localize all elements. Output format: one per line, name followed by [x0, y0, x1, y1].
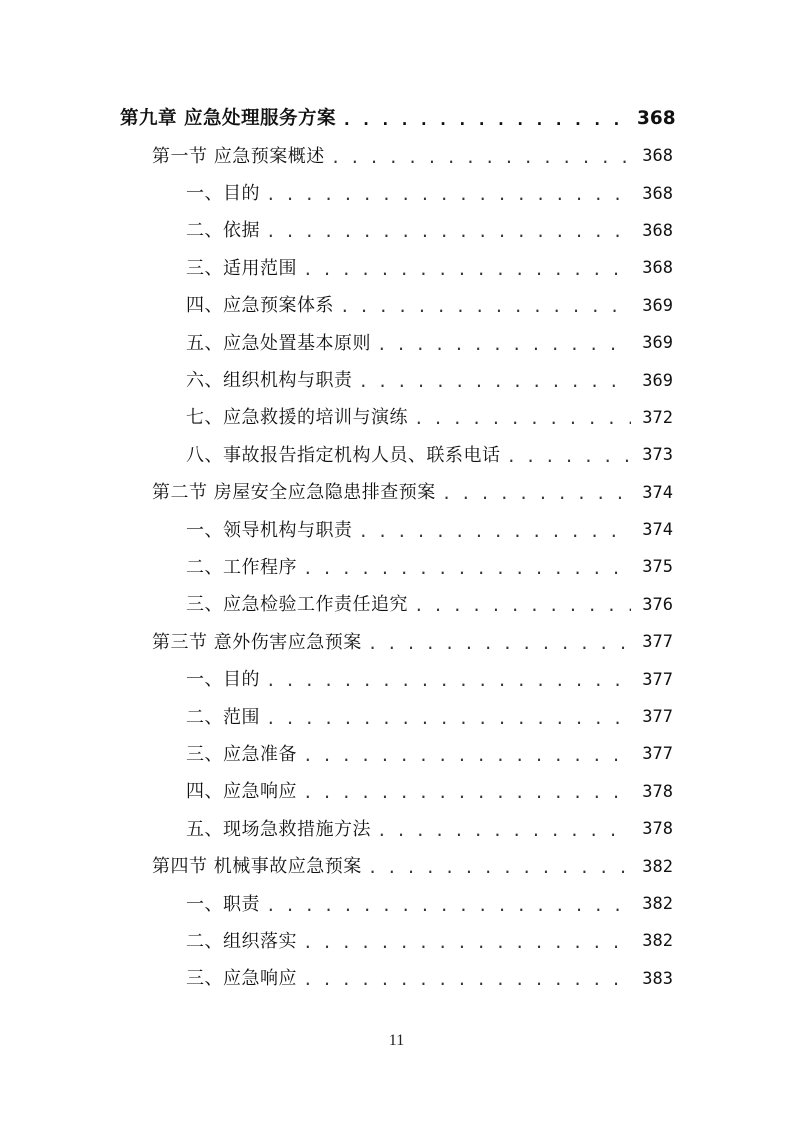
- toc-entry-label: 一、目的: [186, 669, 260, 691]
- toc-dot-leader: [359, 374, 632, 390]
- toc-entry-label: 五、现场急救措施方法: [186, 818, 371, 840]
- toc-dot-leader: [414, 411, 631, 427]
- toc-entry-page: 374: [642, 520, 673, 541]
- toc-entry-label: 二、依据: [186, 220, 260, 242]
- toc-subsection-entry[interactable]: [0, 886, 793, 923]
- toc-dot-leader: [368, 860, 631, 876]
- toc-entry-page: 376: [642, 594, 673, 615]
- toc-subsection-entry[interactable]: [0, 175, 793, 212]
- toc-section-entry[interactable]: [0, 475, 793, 512]
- toc-entry-page: 382: [642, 931, 673, 952]
- toc-entry-label: 四、应急预案体系: [186, 295, 334, 317]
- toc-entry-page: 368: [642, 258, 673, 279]
- toc-entry-label: 三、应急准备: [186, 743, 297, 765]
- toc-dot-leader: [507, 449, 632, 465]
- toc-entry-label: 一、领导机构与职责: [186, 519, 353, 541]
- toc-dot-leader: [303, 935, 631, 951]
- toc-entry-page: 377: [642, 632, 673, 653]
- toc-subsection-entry[interactable]: [0, 213, 793, 250]
- toc-dot-leader: [377, 823, 631, 839]
- toc-entry-label: 第四节 机械事故应急预案: [152, 856, 362, 878]
- toc-entry-label: 一、目的: [186, 183, 260, 205]
- toc-entry-page: 377: [642, 707, 673, 728]
- toc-subsection-entry[interactable]: [0, 549, 793, 586]
- toc-dot-leader: [303, 561, 631, 577]
- toc-entry-label: 八、事故报告指定机构人员、联系电话: [186, 444, 501, 466]
- toc-entry-page: 377: [642, 669, 673, 690]
- page-number: 11: [388, 1032, 405, 1049]
- toc-entry-label: 三、适用范围: [186, 257, 297, 279]
- toc-entry-label: 第三节 意外伤害应急预案: [152, 631, 362, 653]
- toc-subsection-entry[interactable]: [0, 250, 793, 287]
- toc-entry-page: 369: [642, 295, 673, 316]
- toc-entry-page: 368: [642, 183, 673, 204]
- toc-dot-leader: [414, 598, 631, 614]
- toc-chapter-entry[interactable]: [0, 100, 793, 138]
- toc-dot-leader: [266, 187, 631, 203]
- toc-subsection-entry[interactable]: [0, 736, 793, 773]
- toc-subsection-entry[interactable]: [0, 811, 793, 848]
- toc-section-entry[interactable]: [0, 624, 793, 661]
- toc-section-entry[interactable]: [0, 138, 793, 175]
- toc-entry-label: 二、范围: [186, 706, 260, 728]
- toc-subsection-entry[interactable]: [0, 774, 793, 811]
- toc-dot-leader: [266, 898, 631, 914]
- toc-entry-label: 二、工作程序: [186, 556, 297, 578]
- toc-entry-page: 374: [642, 482, 673, 503]
- toc-subsection-entry[interactable]: [0, 699, 793, 736]
- toc-entry-label: 三、应急检验工作责任追究: [186, 594, 408, 616]
- toc-entry-page: 368: [642, 146, 673, 167]
- toc-subsection-entry[interactable]: [0, 288, 793, 325]
- toc-entry-label: 七、应急救援的培训与演练: [186, 407, 408, 429]
- toc-entry-page: 377: [642, 744, 673, 765]
- toc-entry-page: 369: [642, 370, 673, 391]
- toc-entry-label: 五、应急处置基本原则: [186, 332, 371, 354]
- toc-subsection-entry[interactable]: [0, 961, 793, 998]
- toc-entry-page: 375: [642, 557, 673, 578]
- toc-entry-label: 第九章 应急处理服务方案: [120, 107, 336, 129]
- toc-dot-leader: [266, 711, 631, 727]
- toc-entry-label: 第一节 应急预案概述: [152, 145, 325, 167]
- toc-subsection-entry[interactable]: [0, 587, 793, 624]
- table-of-contents: [0, 100, 793, 998]
- toc-subsection-entry[interactable]: [0, 661, 793, 698]
- toc-dot-leader: [442, 486, 631, 502]
- toc-entry-page: 373: [642, 445, 673, 466]
- toc-entry-label: 二、组织落实: [186, 930, 297, 952]
- toc-dot-leader: [340, 299, 631, 315]
- toc-dot-leader: [331, 150, 631, 166]
- toc-dot-leader: [266, 673, 631, 689]
- toc-dot-leader: [359, 524, 632, 540]
- toc-dot-leader: [377, 337, 631, 353]
- toc-dot-leader: [303, 972, 631, 988]
- toc-dot-leader: [342, 112, 631, 128]
- toc-dot-leader: [368, 636, 631, 652]
- toc-subsection-entry[interactable]: [0, 400, 793, 437]
- toc-subsection-entry[interactable]: [0, 362, 793, 399]
- toc-entry-page: 368: [637, 107, 676, 129]
- toc-entry-page: 378: [642, 781, 673, 802]
- toc-dot-leader: [303, 785, 631, 801]
- toc-subsection-entry[interactable]: [0, 325, 793, 362]
- toc-entry-page: 382: [642, 894, 673, 914]
- toc-section-entry[interactable]: [0, 848, 793, 885]
- toc-entry-label: 一、职责: [186, 893, 260, 915]
- toc-entry-page: 372: [642, 407, 673, 428]
- toc-entry-page: 368: [642, 220, 673, 241]
- toc-entry-page: 378: [642, 819, 673, 840]
- toc-entry-page: 382: [642, 856, 673, 877]
- toc-subsection-entry[interactable]: [0, 512, 793, 549]
- toc-entry-page: 369: [642, 333, 673, 354]
- toc-entry-label: 六、组织机构与职责: [186, 370, 353, 392]
- toc-dot-leader: [303, 748, 631, 764]
- toc-subsection-entry[interactable]: [0, 437, 793, 474]
- toc-dot-leader: [266, 224, 631, 240]
- toc-entry-label: 第二节 房屋安全应急隐患排查预案: [152, 482, 436, 504]
- toc-dot-leader: [303, 262, 631, 278]
- toc-entry-label: 四、应急响应: [186, 781, 297, 803]
- toc-entry-label: 三、应急响应: [186, 968, 297, 990]
- toc-entry-page: 383: [642, 968, 673, 989]
- toc-subsection-entry[interactable]: [0, 923, 793, 960]
